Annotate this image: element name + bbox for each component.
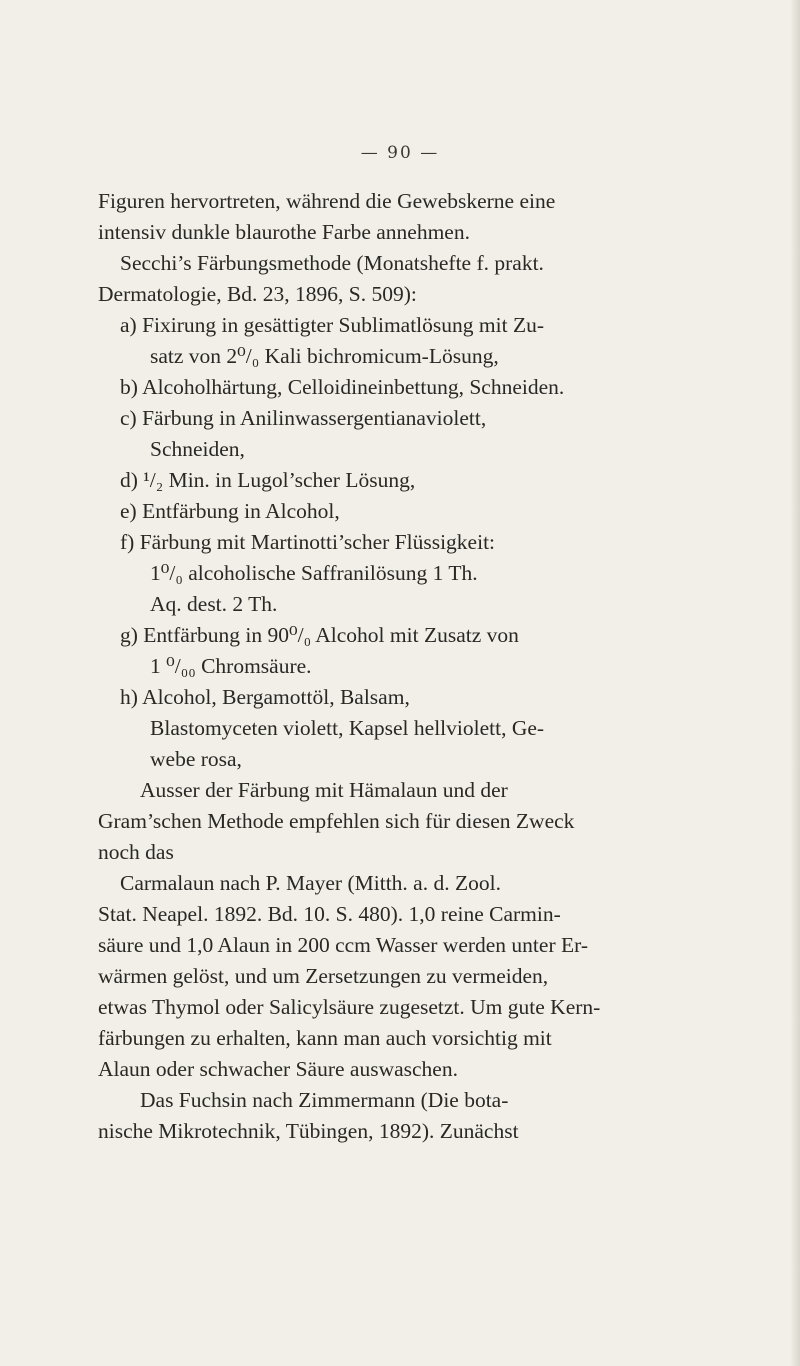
text-line: färbungen zu erhalten, kann man auch vorsichtig mit <box>98 1026 552 1050</box>
text-line: Alaun oder schwacher Säure auswaschen. <box>98 1057 458 1081</box>
text-line: nische Mikrotechnik, Tübingen, 1892). Zunächst <box>98 1119 519 1143</box>
text-line: 1 ⁰/₀₀ Chromsäure. <box>150 654 312 678</box>
text-line: webe rosa, <box>150 747 242 771</box>
text-line: Das Fuchsin nach Zimmermann (Die bota- <box>140 1088 509 1112</box>
text-line: Gram’schen Methode empfehlen sich für diesen Zweck <box>98 809 575 833</box>
text-line: Aq. dest. 2 Th. <box>150 592 278 616</box>
text-line: h) Alcohol, Bergamottöl, Balsam, <box>120 685 410 709</box>
text-line: etwas Thymol oder Salicylsäure zugesetzt. Um gute Kern- <box>98 995 601 1019</box>
text-line: Figuren hervortreten, während die Gewebskerne eine <box>98 189 556 213</box>
text-line: intensiv dunkle blaurothe Farbe annehmen. <box>98 220 470 244</box>
text-line: g) Entfärbung in 90⁰/₀ Alcohol mit Zusatz von <box>120 623 519 647</box>
text-line: d) ¹/₂ Min. in Lugol’scher Lösung, <box>120 468 416 492</box>
text-line: satz von 2⁰/₀ Kali bichromicum-Lösung, <box>150 344 499 368</box>
text-line: a) Fixirung in gesättigter Sublimatlösung mit Zu- <box>120 313 544 337</box>
text-line: Dermatologie, Bd. 23, 1896, S. 509): <box>98 282 417 306</box>
text-line: 1⁰/₀ alcoholische Saffranilösung 1 Th. <box>150 561 478 585</box>
text-line: Carmalaun nach P. Mayer (Mitth. a. d. Zool. <box>120 871 501 895</box>
text-line: c) Färbung in Anilinwassergentianaviolett, <box>120 406 487 430</box>
text-line: säure und 1,0 Alaun in 200 ccm Wasser werden unter Er- <box>98 933 589 957</box>
text-line: Stat. Neapel. 1892. Bd. 10. S. 480). 1,0 reine Carmin- <box>98 902 561 926</box>
page-number: — 90 — <box>360 143 440 163</box>
text-line: f) Färbung mit Martinotti’scher Flüssigkeit: <box>120 530 496 554</box>
page-edge-shadow <box>790 0 800 1366</box>
text-line: noch das <box>98 840 174 864</box>
text-line: Ausser der Färbung mit Hämalaun und der <box>140 778 508 802</box>
text-line: Schneiden, <box>150 437 245 461</box>
text-line: wärmen gelöst, und um Zersetzungen zu vermeiden, <box>98 964 549 988</box>
text-line: Secchi’s Färbungsmethode (Monatshefte f. prakt. <box>120 251 544 275</box>
text-line: e) Entfärbung in Alcohol, <box>120 499 340 523</box>
text-line: Blastomyceten violett, Kapsel hellviolett, Ge- <box>150 716 545 740</box>
text-line: b) Alcoholhärtung, Celloidineinbettung, Schneiden. <box>120 375 565 399</box>
